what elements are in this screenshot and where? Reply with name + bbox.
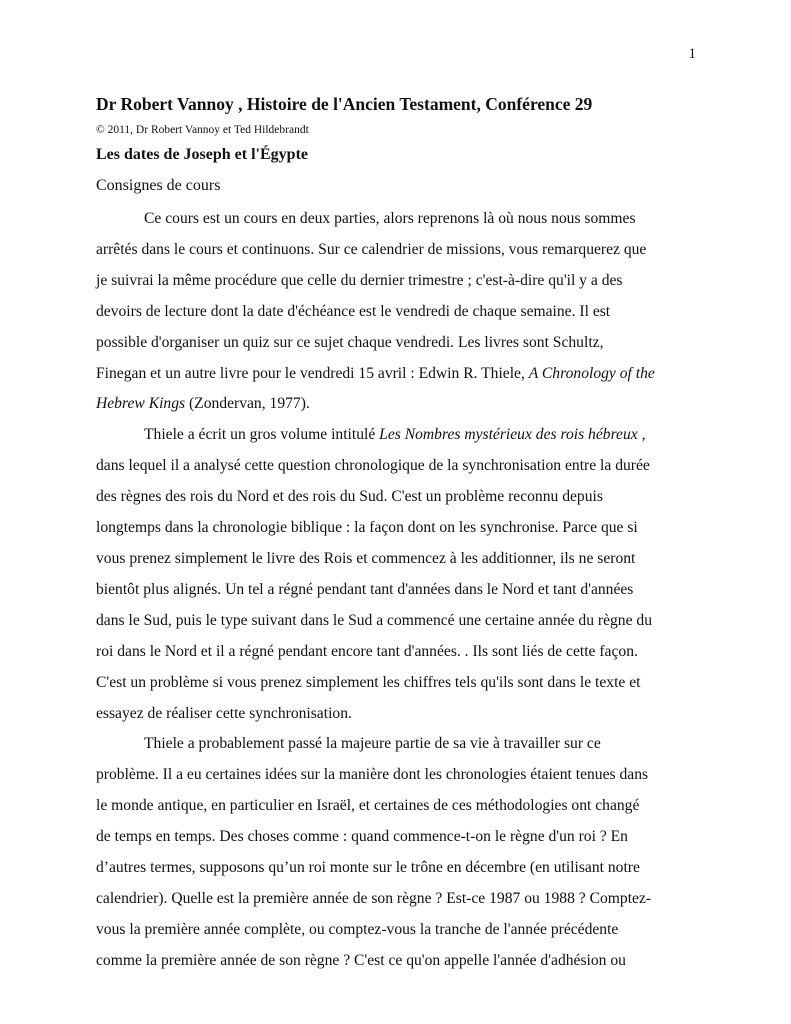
text-line: longtemps dans la chronologie biblique : la façon dont on les synchronise. Parce que si — [96, 519, 638, 537]
body-text — [96, 204, 696, 977]
text-line: d’autres termes, supposons qu’un roi monte sur le trône en décembre (en utilisant notre — [96, 859, 640, 877]
book-title: Hebrew Kings — [96, 395, 186, 413]
copyright-notice: © 2011, Dr Robert Vannoy et Ted Hildebrandt — [96, 124, 309, 136]
text-line: de temps en temps. Des choses comme : quand commence-t-on le règne d'un roi ? En — [96, 828, 628, 846]
book-title: A Chronology of the — [528, 364, 655, 382]
paragraph-1 — [96, 204, 696, 420]
text-run: Finegan et un autre livre pour le vendredi 15 avril : Edwin R. Thiele, — [96, 364, 529, 382]
text-line: devoirs de lecture dont la date d'échéance est le vendredi de chaque semaine. Il est — [96, 302, 611, 320]
book-title: Les Nombres mystérieux des rois hébreux — [379, 426, 638, 444]
text-run: (Zondervan, 1977). — [185, 395, 310, 413]
text-line: dans le Sud, puis le type suivant dans le Sud a commencé une certaine année du règne du — [96, 611, 653, 629]
text-line: vous prenez simplement le livre des Rois et commencez à les additionner, ils ne seront — [96, 549, 636, 567]
document-title: Dr Robert Vannoy , Histoire de l'Ancien Testament, Conférence 29 — [96, 94, 593, 114]
text-run: , — [637, 426, 646, 444]
text-line: le monde antique, en particulier en Israël, et certaines de ces méthodologies ont changé — [96, 797, 640, 815]
text-line: essayez de réaliser cette synchronisation. — [96, 704, 352, 722]
text-line: C'est un problème si vous prenez simplement les chiffres tels qu'ils sont dans le texte et — [96, 673, 641, 691]
text-line: Ce cours est un cours en deux parties, alors reprenons là où nous nous sommes — [144, 210, 636, 227]
text-line: arrêtés dans le cours et continuons. Sur ce calendrier de missions, vous remarquerez que — [96, 240, 647, 258]
text-line: vous la première année complète, ou comptez-vous la tranche de l'année précédente — [96, 920, 619, 938]
paragraph-2 — [96, 420, 696, 729]
text-line: dans lequel il a analysé cette question chronologique de la synchronisation entre la durée — [96, 457, 650, 475]
text-line: roi dans le Nord et il a régné pendant encore tant d'années. . Ils sont liés de cette façon. — [96, 642, 638, 660]
text-line: je suivrai la même procédure que celle du dernier trimestre ; c'est-à-dire qu'il y a des — [96, 271, 623, 289]
text-line: comme la première année de son règne ? C'est ce qu'on appelle l'année d'adhésion ou — [96, 951, 626, 969]
paragraph-3 — [96, 729, 696, 976]
text-line — [96, 420, 696, 451]
text-line: Thiele a probablement passé la majeure partie de sa vie à travailler sur ce — [144, 735, 601, 753]
text-line: problème. Il a eu certaines idées sur la manière dont les chronologies étaient tenues dans — [96, 766, 649, 784]
text-line: calendrier). Quelle est la première année de son règne ? Est-ce 1987 ou 1988 ? Comptez- — [96, 889, 652, 907]
text-line — [96, 359, 696, 390]
text-line — [96, 389, 696, 420]
section-heading: Consignes de cours — [96, 177, 221, 194]
text-line: possible d'organiser un quiz sur ce sujet chaque vendredi. Les livres sont Schultz, — [96, 333, 604, 351]
text-run: Thiele a écrit un gros volume intitulé — [144, 426, 380, 444]
lecture-subtitle: Les dates de Joseph et l'Égypte — [96, 146, 308, 163]
page-number: 1 — [688, 46, 696, 62]
text-line: bientôt plus alignés. Un tel a régné pendant tant d'années dans le Nord et tant d'années — [96, 580, 634, 598]
text-line: des règnes des rois du Nord et des rois du Sud. C'est un problème reconnu depuis — [96, 488, 603, 506]
